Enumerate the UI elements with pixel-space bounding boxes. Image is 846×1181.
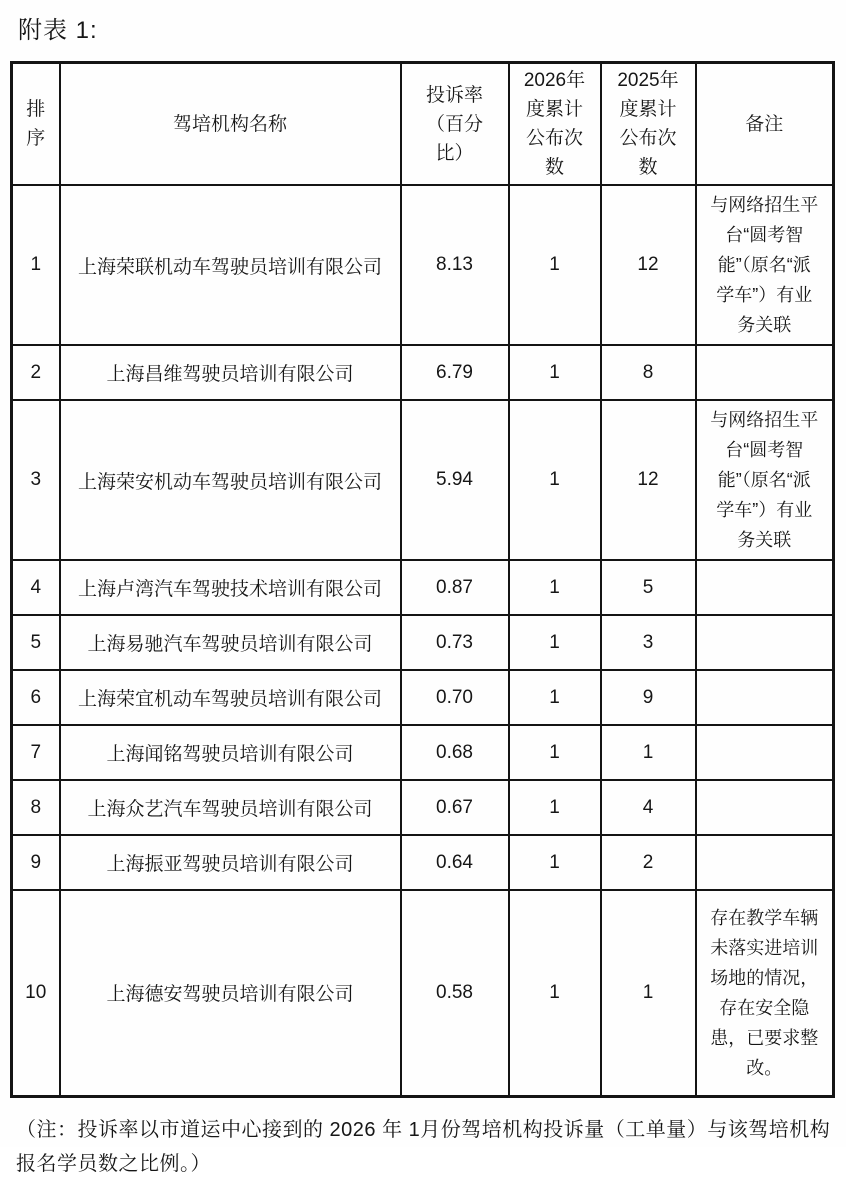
table-row — [12, 725, 834, 780]
name-cell: 上海荣安机动车驾驶员培训有限公司 — [60, 400, 401, 560]
pub-2025-cell: 12 — [601, 185, 696, 345]
pub-2026-cell: 1 — [509, 400, 601, 560]
rank-cell: 5 — [12, 615, 60, 670]
name-cell: 上海易驰汽车驾驶员培训有限公司 — [60, 615, 401, 670]
remark-cell — [696, 670, 834, 725]
remark-cell — [696, 835, 834, 890]
complaints-table — [10, 61, 835, 1098]
pub-2026-cell: 1 — [509, 670, 601, 725]
remark-cell: 存在教学车辆未落实进培训场地的情况，存在安全隐患，已要求整改。 — [696, 890, 834, 1096]
remark-cell: 与网络招生平台“圆考智能”（原名“派学车”）有业务关联 — [696, 400, 834, 560]
name-cell: 上海昌维驾驶员培训有限公司 — [60, 345, 401, 400]
rate-cell: 5.94 — [401, 400, 509, 560]
name-cell: 上海众艺汽车驾驶员培训有限公司 — [60, 780, 401, 835]
table-row — [12, 780, 834, 835]
remark-cell — [696, 615, 834, 670]
rate-cell: 0.68 — [401, 725, 509, 780]
name-cell: 上海德安驾驶员培训有限公司 — [60, 890, 401, 1096]
table-row — [12, 560, 834, 615]
table-row — [12, 400, 834, 560]
table-footnote: （注：投诉率以市道运中心接到的 2026 年 1月份驾培机构投诉量（工单量）与该驾培机构报名学员数之比例。） — [16, 1118, 831, 1175]
name-cell: 上海荣联机动车驾驶员培训有限公司 — [60, 185, 401, 345]
pub-2026-cell: 1 — [509, 185, 601, 345]
pub-2026-cell: 1 — [509, 345, 601, 400]
table-row — [12, 670, 834, 725]
table-row — [12, 345, 834, 400]
rank-cell: 10 — [12, 890, 60, 1096]
pub-2025-cell: 3 — [601, 615, 696, 670]
name-cell: 上海闻铭驾驶员培训有限公司 — [60, 725, 401, 780]
rank-cell: 7 — [12, 725, 60, 780]
rate-cell: 0.58 — [401, 890, 509, 1096]
table-row — [12, 890, 834, 1096]
rate-cell: 0.87 — [401, 560, 509, 615]
column-header-remark: 备注 — [696, 63, 834, 186]
remark-cell: 与网络招生平台“圆考智能”（原名“派学车”）有业务关联 — [696, 185, 834, 345]
rank-cell: 1 — [12, 185, 60, 345]
column-header-2026: 2026年度累计公布次数 — [509, 63, 601, 186]
pub-2025-cell: 9 — [601, 670, 696, 725]
remark-cell — [696, 725, 834, 780]
pub-2025-cell: 2 — [601, 835, 696, 890]
rate-cell: 0.67 — [401, 780, 509, 835]
pub-2026-cell: 1 — [509, 835, 601, 890]
name-cell: 上海振亚驾驶员培训有限公司 — [60, 835, 401, 890]
pub-2026-cell: 1 — [509, 890, 601, 1096]
pub-2025-cell: 8 — [601, 345, 696, 400]
rate-cell: 6.79 — [401, 345, 509, 400]
column-header-2025: 2025年度累计公布次数 — [601, 63, 696, 186]
pub-2025-cell: 1 — [601, 725, 696, 780]
rate-cell: 8.13 — [401, 185, 509, 345]
column-header-rate: 投诉率（百分比） — [401, 63, 509, 186]
table-body — [12, 185, 834, 1096]
table-row — [12, 615, 834, 670]
rank-cell: 2 — [12, 345, 60, 400]
column-header-rank: 排序 — [12, 63, 60, 186]
rank-cell: 4 — [12, 560, 60, 615]
remark-cell — [696, 780, 834, 835]
pub-2025-cell: 4 — [601, 780, 696, 835]
pub-2025-cell: 5 — [601, 560, 696, 615]
table-row — [12, 835, 834, 890]
table-row — [12, 185, 834, 345]
pub-2026-cell: 1 — [509, 615, 601, 670]
name-cell: 上海卢湾汽车驾驶技术培训有限公司 — [60, 560, 401, 615]
pub-2026-cell: 1 — [509, 725, 601, 780]
table-header — [12, 63, 834, 186]
rank-cell: 8 — [12, 780, 60, 835]
header-row — [12, 63, 834, 186]
remark-cell — [696, 345, 834, 400]
rank-cell: 3 — [12, 400, 60, 560]
pub-2026-cell: 1 — [509, 780, 601, 835]
rank-cell: 6 — [12, 670, 60, 725]
rate-cell: 0.73 — [401, 615, 509, 670]
column-header-name: 驾培机构名称 — [60, 63, 401, 186]
name-cell: 上海荣宜机动车驾驶员培训有限公司 — [60, 670, 401, 725]
rank-cell: 9 — [12, 835, 60, 890]
pub-2025-cell: 1 — [601, 890, 696, 1096]
rate-cell: 0.64 — [401, 835, 509, 890]
pub-2025-cell: 12 — [601, 400, 696, 560]
document-title: 附表 1: — [18, 17, 98, 44]
pub-2026-cell: 1 — [509, 560, 601, 615]
remark-cell — [696, 560, 834, 615]
rate-cell: 0.70 — [401, 670, 509, 725]
